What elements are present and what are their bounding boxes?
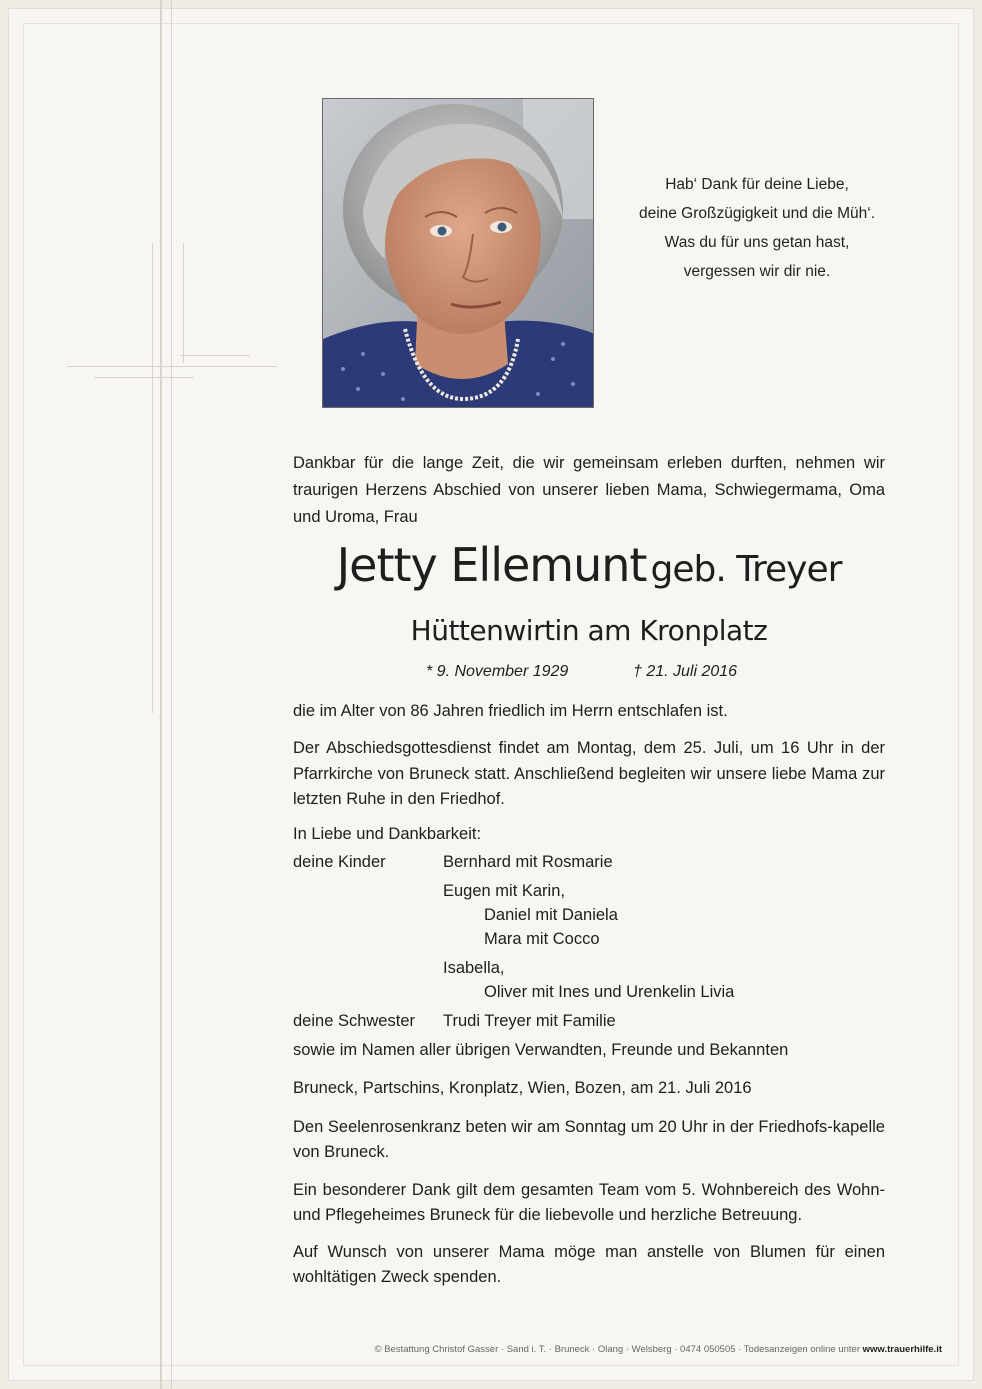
sister-entry: Trudi Treyer mit Familie xyxy=(443,1012,616,1030)
full-name: Jetty Ellemunt xyxy=(336,538,647,592)
child-entry: Eugen mit Karin, xyxy=(443,882,565,900)
birth-date: * 9. November 1929 xyxy=(426,663,569,680)
wish-text: Auf Wunsch von unserer Mama möge man anstelle von Blumen für einen wohltätigen Zweck spenden. xyxy=(293,1243,885,1286)
place-date: Bruneck, Partschins, Kronplatz, Wien, Bozen, am 21. Juli 2016 xyxy=(293,1079,752,1097)
sister-label: deine Schwester xyxy=(293,1012,415,1030)
grandchild-entry: Daniel mit Daniela xyxy=(484,906,618,924)
others-line: sowie im Namen aller übrigen Verwandten, Freunde und Bekannten xyxy=(293,1041,789,1059)
service-text: Der Abschiedsgottesdienst findet am Montag, dem 25. Juli, um 16 Uhr in der Pfarrkirche von Bruneck statt. Anschließend begleiten wir unsere liebe Mama zur letzten Ruhe in den Friedhof. xyxy=(293,739,885,808)
poem-line: vergessen wir dir nie. xyxy=(683,263,831,280)
poem-line: Hab‘ Dank für deine Liebe, xyxy=(665,176,849,193)
thanks-text: Ein besonderer Dank gilt dem gesamten Team vom 5. Wohnbereich des Wohn- und Pflegeheimes Bruneck für die liebevolle und herzliche Betreuung. xyxy=(293,1181,885,1224)
deceased-name xyxy=(293,538,885,592)
death-date: † 21. Juli 2016 xyxy=(633,663,738,680)
footer-text: © Bestattung Christof Gasser · Sand i. T. · Bruneck · Olang · Welsberg · 0474 050505 · Todesanzeigen online unter xyxy=(374,1344,863,1355)
poem-line: Was du für uns getan hast, xyxy=(664,234,850,251)
poem xyxy=(612,170,902,286)
family-heading: In Liebe und Dankbarkeit: xyxy=(293,825,482,843)
deceased-title: Hüttenwirtin am Kronplatz xyxy=(410,614,768,647)
child-entry: Bernhard mit Rosmarie xyxy=(443,853,613,871)
poem-line: deine Großzügigkeit und die Müh‘. xyxy=(638,205,876,222)
grandchild-entry: Oliver mit Ines und Urenkelin Livia xyxy=(484,983,735,1001)
born-name: geb. Treyer xyxy=(650,549,842,590)
grandchild-entry: Mara mit Cocco xyxy=(484,930,600,948)
rosary-text: Den Seelenrosenkranz beten wir am Sonntag um 20 Uhr in der Friedhofs-kapelle von Bruneck. xyxy=(293,1118,885,1161)
age-line: die im Alter von 86 Jahren friedlich im Herrn entschlafen ist. xyxy=(293,702,728,720)
portrait-photo xyxy=(322,98,594,408)
footer xyxy=(375,1344,942,1355)
children-label: deine Kinder xyxy=(293,853,386,871)
child-entry: Isabella, xyxy=(443,959,505,977)
intro-text: Dankbar für die lange Zeit, die wir gemeinsam erleben durften, nehmen wir traurigen Herzens Abschied von unserer lieben Mama, Schwiegermama, Oma und Uroma, Frau xyxy=(293,454,885,526)
footer-website[interactable]: www.trauerhilfe.it xyxy=(862,1344,942,1355)
